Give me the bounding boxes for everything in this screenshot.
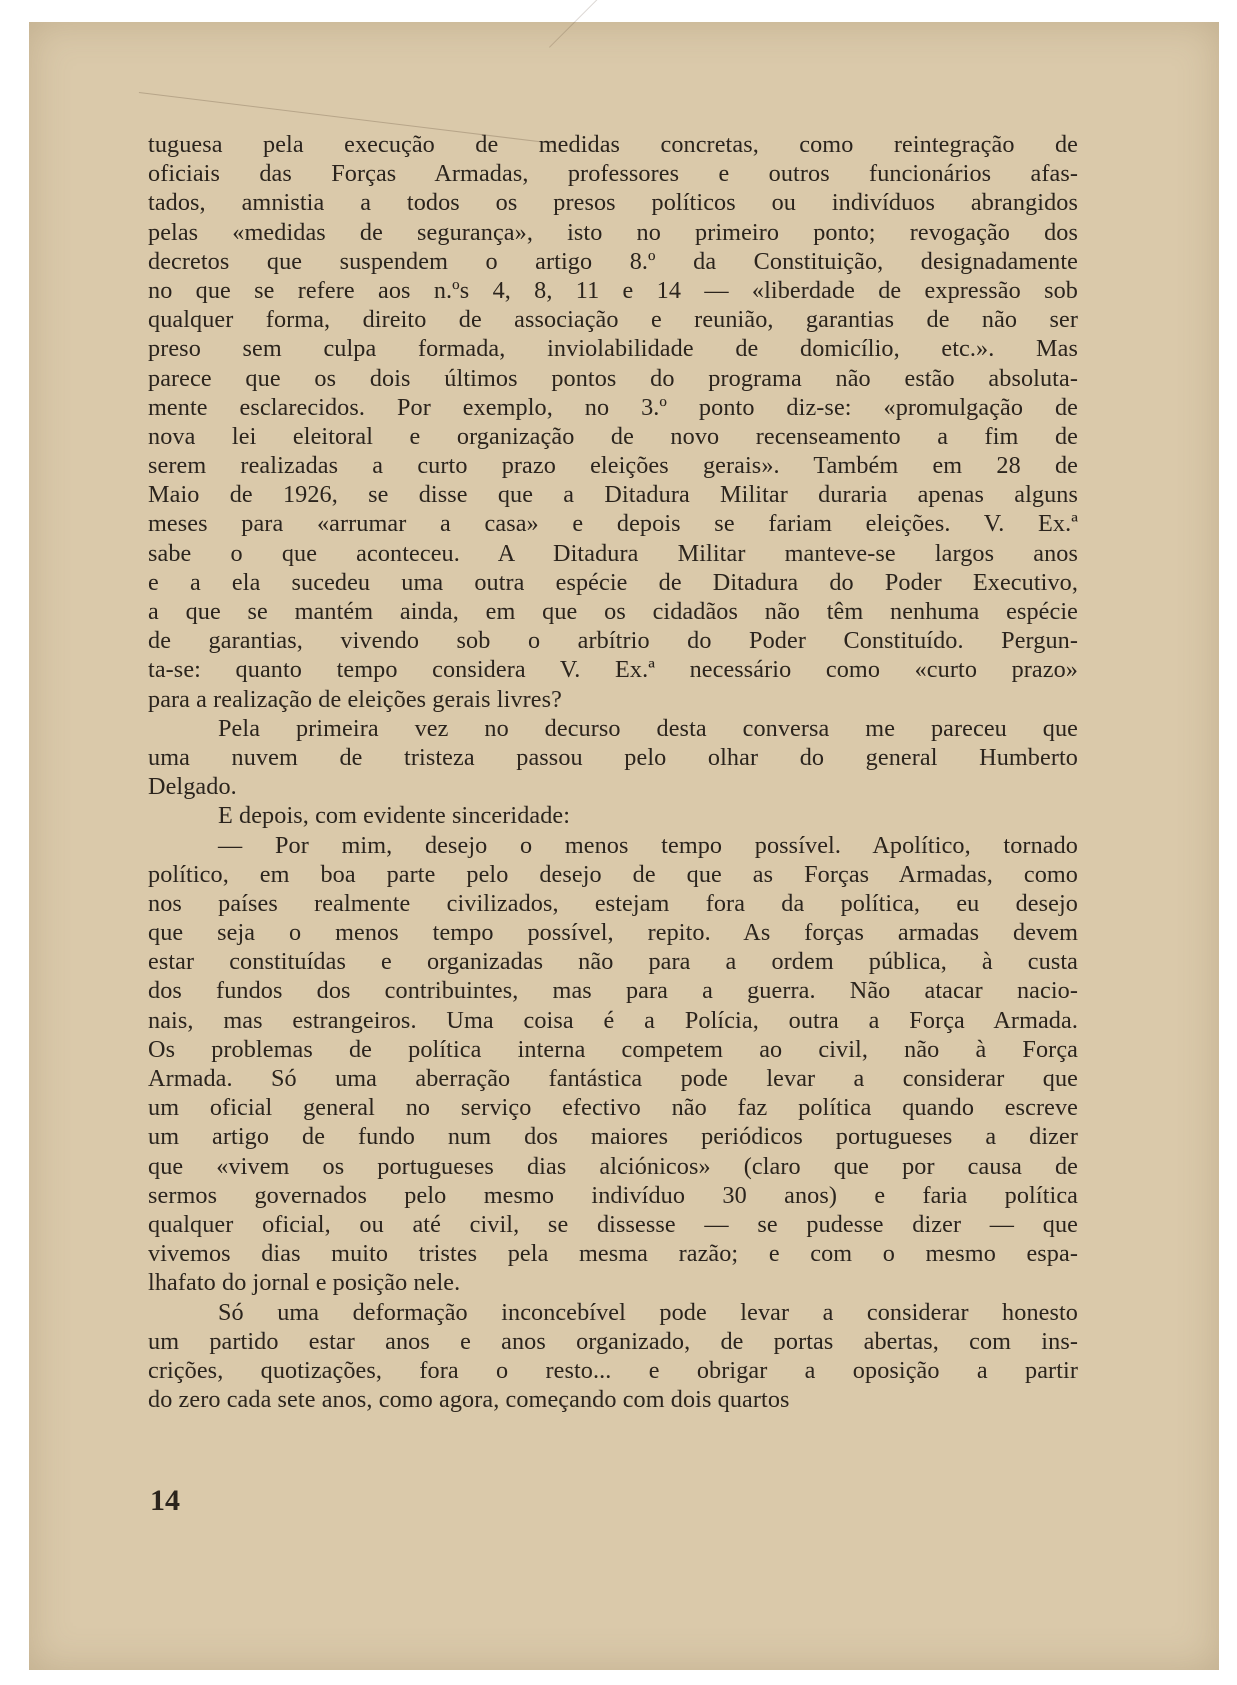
text-line: político, em boa parte pelo desejo de que as Forças Armadas, como: [148, 860, 1078, 888]
text-line: no que se refere aos n.ºs 4, 8, 11 e 14 — «liberdade de expressão sob: [148, 276, 1078, 304]
paragraph: [148, 1298, 1078, 1415]
text-line: que «vivem os portugueses dias alciónicos» (claro que por causa de: [148, 1152, 1078, 1180]
text-line: do zero cada sete anos, como agora, começando com dois quartos: [148, 1386, 790, 1414]
text-line: parece que os dois últimos pontos do programa não estão absoluta-: [148, 364, 1078, 392]
body-text: [148, 130, 1078, 1414]
paragraph: [148, 714, 1078, 802]
text-line: Armada. Só uma aberração fantástica pode levar a considerar que: [148, 1065, 1078, 1092]
text-line: sabe o que aconteceu. A Ditadura Militar manteve-se largos anos: [148, 539, 1078, 567]
text-line: Delgado.: [148, 773, 237, 801]
text-line: nos países realmente civilizados, estejam fora da política, eu desejo: [148, 889, 1078, 917]
text-line: mente esclarecidos. Por exemplo, no 3.º ponto diz-se: «promulgação de: [148, 393, 1078, 421]
text-line: uma nuvem de tristeza passou pelo olhar do general Humberto: [148, 743, 1078, 771]
paragraph: [148, 130, 1078, 714]
paragraph: [148, 831, 1078, 1298]
text-line: de garantias, vivendo sob o arbítrio do Poder Constituído. Pergun-: [148, 627, 1078, 655]
text-line: nais, mas estrangeiros. Uma coisa é a Polícia, outra a Força Armada.: [148, 1006, 1078, 1034]
text-line: sermos governados pelo mesmo indivíduo 30 anos) e faria política: [148, 1181, 1078, 1209]
text-line: preso sem culpa formada, inviolabilidade de domicílio, etc.». Mas: [148, 335, 1078, 363]
text-line: qualquer oficial, ou até civil, se dissesse — se pudesse dizer — que: [148, 1210, 1078, 1238]
text-line: Pela primeira vez no decurso desta conversa me pareceu que: [218, 714, 1078, 742]
text-line: lhafato do jornal e posição nele.: [148, 1269, 461, 1297]
text-line: um partido estar anos e anos organizado, de portas abertas, com ins-: [148, 1327, 1078, 1355]
text-line: Maio de 1926, se disse que a Ditadura Militar duraria apenas alguns: [148, 481, 1078, 509]
text-line: um artigo de fundo num dos maiores periódicos portugueses a dizer: [148, 1123, 1078, 1151]
text-line: meses para «arrumar a casa» e depois se fariam eleições. V. Ex.ª: [148, 510, 1078, 538]
text-line: nova lei eleitoral e organização de novo recenseamento a fim de: [148, 422, 1078, 450]
text-line: dos fundos dos contribuintes, mas para a guerra. Não atacar nacio-: [148, 977, 1078, 1005]
text-line: que seja o menos tempo possível, repito. As forças armadas devem: [148, 919, 1078, 947]
text-line: — Por mim, desejo o menos tempo possível. Apolítico, tornado: [218, 831, 1078, 859]
text-line: Só uma deformação inconcebível pode levar a considerar honesto: [218, 1298, 1078, 1326]
text-line: um oficial general no serviço efectivo não faz política quando escreve: [148, 1094, 1078, 1122]
text-line: crições, quotizações, fora o resto... e obrigar a oposição a partir: [148, 1356, 1078, 1384]
page-number: 14: [150, 1484, 180, 1517]
text-line: ta-se: quanto tempo considera V. Ex.ª necessário como «curto prazo»: [148, 656, 1078, 684]
text-line: tados, amnistia a todos os presos políticos ou indivíduos abrangidos: [148, 189, 1078, 217]
text-line: E depois, com evidente sinceridade:: [218, 802, 571, 830]
text-line: qualquer forma, direito de associação e reunião, garantias de não ser: [148, 306, 1078, 334]
paper-crease: [549, 0, 649, 48]
paragraph: [148, 801, 1078, 830]
text-line: para a realização de eleições gerais livres?: [148, 685, 562, 713]
text-line: vivemos dias muito tristes pela mesma razão; e com o mesmo espa-: [148, 1240, 1078, 1268]
text-line: serem realizadas a curto prazo eleições gerais». Também em 28 de: [148, 452, 1078, 480]
text-line: tuguesa pela execução de medidas concretas, como reintegração de: [148, 131, 1078, 158]
text-line: decretos que suspendem o artigo 8.º da Constituição, designadamente: [148, 247, 1078, 275]
text-line: estar constituídas e organizadas não para a ordem pública, à custa: [148, 948, 1078, 976]
text-line: e a ela sucedeu uma outra espécie de Ditadura do Poder Executivo,: [148, 568, 1078, 596]
text-line: a que se mantém ainda, em que os cidadãos não têm nenhuma espécie: [148, 598, 1078, 625]
text-line: oficiais das Forças Armadas, professores e outros funcionários afas-: [148, 160, 1078, 188]
text-line: pelas «medidas de segurança», isto no primeiro ponto; revogação dos: [148, 218, 1078, 246]
text-line: Os problemas de política interna competem ao civil, não à Força: [148, 1035, 1078, 1063]
